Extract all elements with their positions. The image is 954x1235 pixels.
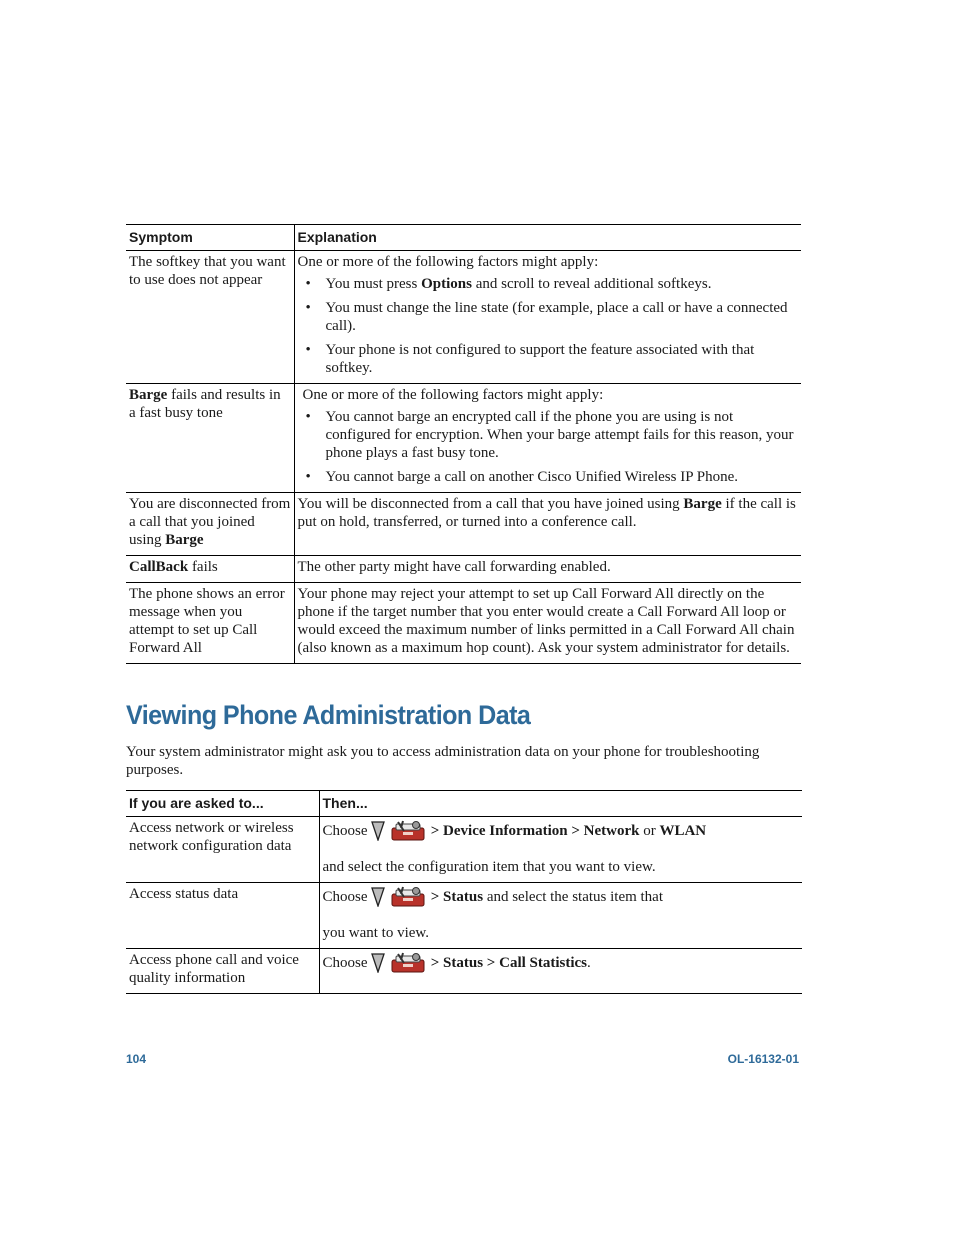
list-item: • You cannot barge a call on another Cisco Unified Wireless IP Phone. [298, 468, 799, 486]
then-cell: Choose > Status > Call Statistics. [319, 949, 802, 994]
nav-down-icon [371, 887, 385, 912]
options-softkey-label: Options [421, 276, 472, 292]
table-row [126, 384, 801, 493]
table-row [126, 883, 802, 949]
nav-down-icon [371, 821, 385, 846]
list-item: • You must change the line state (for example, place a call or have a connected call). [298, 299, 799, 335]
table-row [126, 556, 801, 583]
settings-toolbox-icon [389, 951, 427, 978]
symptom-cell: The phone shows an error message when you attempt to set up Call Forward All [126, 583, 294, 664]
table-row [126, 817, 802, 883]
symptom-cell: CallBack fails [126, 556, 294, 583]
factor-list [298, 408, 799, 486]
list-item: • You cannot barge an encrypted call if the phone you are using is not configured for encryption. When your barge attempt fails for this reason, your phone plays a fast busy tone. [298, 408, 799, 462]
settings-toolbox-icon [389, 885, 427, 912]
ask-cell: Access phone call and voice quality information [126, 949, 319, 994]
nav-down-icon [371, 953, 385, 978]
explanation-cell: Your phone may reject your attempt to set up Call Forward All directly on the phone if the target number that you enter would create a Call Forward All loop or would exceed the maximum number of links permitted in a Call Forward All chain (also known as a maximum hop count). Ask your system administrator for details. [294, 583, 801, 664]
explanation-cell: You will be disconnected from a call that you have joined using Barge if the call is put on hold, transferred, or turned into a conference call. [294, 493, 801, 556]
ask-header: If you are asked to... [126, 791, 319, 817]
table-row [126, 583, 801, 664]
explanation-cell: The other party might have call forwarding enabled. [294, 556, 801, 583]
then-header: Then... [319, 791, 802, 817]
ask-cell: Access status data [126, 883, 319, 949]
then-cell: Choose > Status and select the status item that you want to view. [319, 883, 802, 949]
symptom-cell: Barge fails and results in a fast busy tone [126, 384, 294, 493]
table-row [126, 251, 801, 384]
admin-data-table [126, 790, 802, 994]
section-intro: Your system administrator might ask you to access administration data on your phone for troubleshooting purposes. [126, 744, 760, 778]
explanation-intro: One or more of the following factors might apply: [297, 254, 599, 270]
table-row [126, 949, 802, 994]
then-cell: Choose > Device Information > Network or WLAN and select the configuration item that you want to view. [319, 817, 802, 883]
factor-list [298, 275, 799, 377]
explanation-cell [294, 251, 801, 384]
symptom-cell: The softkey that you want to use does not appear [126, 251, 294, 384]
symptom-header: Symptom [126, 225, 294, 251]
page-number: 104 [126, 1052, 147, 1066]
list-item: • You must press Options and scroll to reveal additional softkeys. [298, 275, 799, 293]
list-item: • Your phone is not configured to support the feature associated with that softkey. [298, 341, 799, 377]
ask-cell: Access network or wireless network configuration data [126, 817, 319, 883]
explanation-intro: One or more of the following factors might apply: [302, 387, 604, 403]
troubleshooting-table [126, 224, 801, 664]
table-row [126, 493, 801, 556]
settings-toolbox-icon [389, 819, 427, 846]
explanation-cell [294, 384, 801, 493]
symptom-cell: You are disconnected from a call that you joined using Barge [126, 493, 294, 556]
document-id: OL-16132-01 [727, 1052, 799, 1066]
explanation-header: Explanation [294, 225, 801, 251]
section-title: Viewing Phone Administration Data [126, 700, 531, 730]
